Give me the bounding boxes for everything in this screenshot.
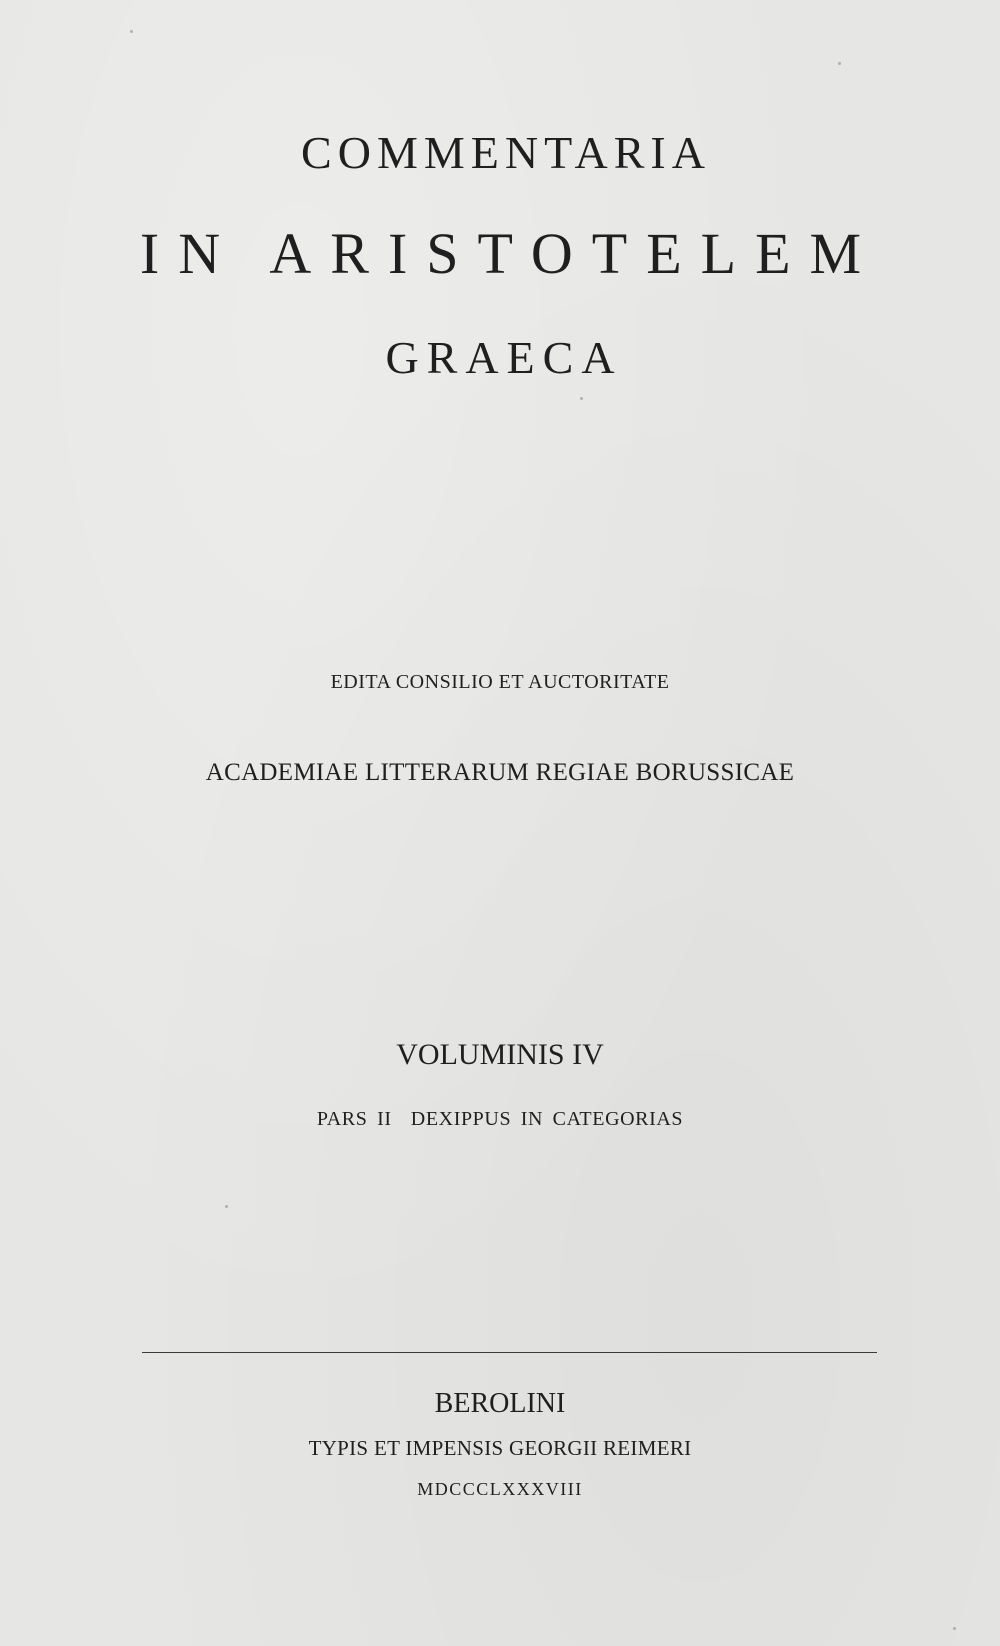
title-line-1: COMMENTARIA — [301, 127, 711, 178]
academy-name: ACADEMIAE LITTERARUM REGIAE BORUSSICAE — [205, 759, 795, 786]
imprint-year: MDCCCLXXXVIII — [417, 1479, 583, 1499]
edition-statement: EDITA CONSILIO ET AUCTORITATE — [330, 671, 670, 693]
imprint-publisher: TYPIS ET IMPENSIS GEORGII REIMERI — [308, 1436, 692, 1460]
title-line-2: IN ARISTOTELEM — [139, 221, 881, 286]
paper-speck — [953, 1627, 956, 1630]
part-title: PARS II DEXIPPUS IN CATEGORIAS — [316, 1108, 684, 1130]
paper-speck — [580, 397, 583, 400]
paper-speck — [130, 30, 133, 33]
title-line-3: GRAECA — [385, 332, 623, 383]
imprint-rule — [142, 1352, 877, 1353]
paper-speck — [225, 1205, 228, 1208]
imprint-city: BEROLINI — [434, 1388, 566, 1419]
volume-number: VOLUMINIS IV — [396, 1038, 604, 1071]
paper-speck — [838, 62, 841, 65]
